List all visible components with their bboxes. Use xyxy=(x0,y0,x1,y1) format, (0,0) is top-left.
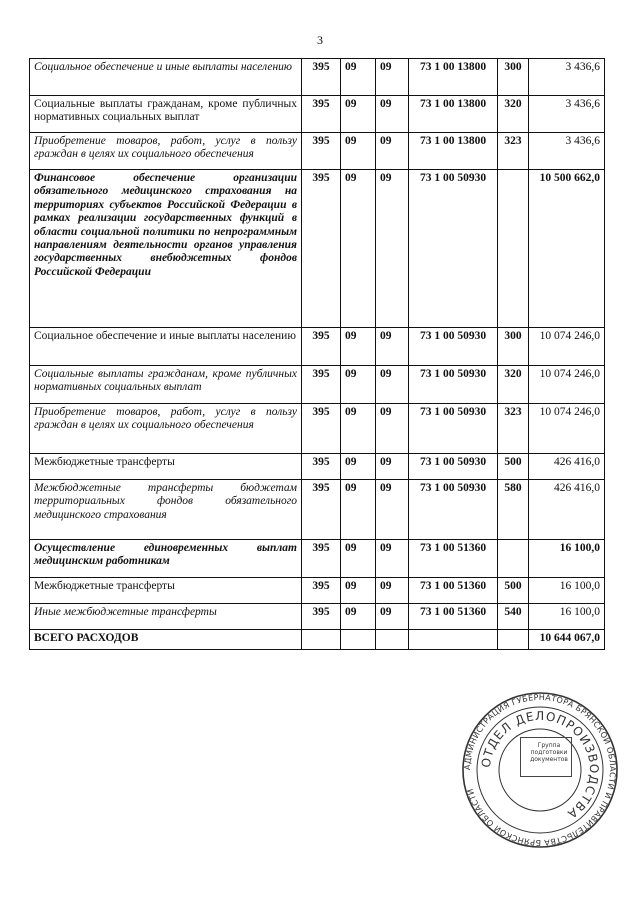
total-label: ВСЕГО РАСХОДОВ xyxy=(30,630,302,650)
amount: 10 074 246,0 xyxy=(529,404,605,454)
subsection-code: 09 xyxy=(376,454,409,480)
target-article-code: 73 1 00 50930 xyxy=(409,366,498,404)
subsection-code: 09 xyxy=(376,328,409,366)
section-code: 09 xyxy=(341,578,376,604)
empty-cell xyxy=(341,630,376,650)
section-code: 09 xyxy=(341,366,376,404)
expenditure-table xyxy=(29,58,605,650)
empty-cell xyxy=(302,630,341,650)
row-description: Приобретение товаров, работ, услуг в пользу граждан в целях их социального обеспечения xyxy=(30,404,302,454)
table-row xyxy=(30,578,605,604)
target-article-code: 73 1 00 51360 xyxy=(409,540,498,578)
stamp-line: подготовки xyxy=(530,749,568,756)
stamp-inner-text xyxy=(528,742,570,763)
row-description: Социальные выплаты гражданам, кроме публичных нормативных социальных выплат xyxy=(30,366,302,404)
amount: 16 100,0 xyxy=(529,540,605,578)
section-code: 09 xyxy=(341,328,376,366)
table-body xyxy=(30,59,605,650)
section-code: 09 xyxy=(341,133,376,170)
row-description: Финансовое обеспечение организации обязательного медицинского страхования на территориях субъектов Российской Федерации в рамках реализации государственных функций в области социальной политики по непрограммным направлениям деятельности органов управления государственных внебюджетных фондов Российской Федерации xyxy=(30,170,302,328)
section-code: 09 xyxy=(341,454,376,480)
admin-code: 395 xyxy=(302,328,341,366)
subsection-code: 09 xyxy=(376,96,409,133)
target-article-code: 73 1 00 50930 xyxy=(409,480,498,540)
expense-type-code: 323 xyxy=(498,133,529,170)
table-row xyxy=(30,454,605,480)
section-code: 09 xyxy=(341,480,376,540)
amount: 3 436,6 xyxy=(529,96,605,133)
admin-code: 395 xyxy=(302,133,341,170)
target-article-code: 73 1 00 50930 xyxy=(409,328,498,366)
target-article-code: 73 1 00 50930 xyxy=(409,170,498,328)
row-description: Социальное обеспечение и иные выплаты населению xyxy=(30,59,302,96)
empty-cell xyxy=(376,630,409,650)
subsection-code: 09 xyxy=(376,170,409,328)
subsection-code: 09 xyxy=(376,480,409,540)
row-description: Социальные выплаты гражданам, кроме публичных нормативных социальных выплат xyxy=(30,96,302,133)
section-code: 09 xyxy=(341,404,376,454)
section-code: 09 xyxy=(341,540,376,578)
subsection-code: 09 xyxy=(376,604,409,630)
expense-type-code: 500 xyxy=(498,578,529,604)
empty-cell xyxy=(498,630,529,650)
target-article-code: 73 1 00 50930 xyxy=(409,404,498,454)
admin-code: 395 xyxy=(302,604,341,630)
total-row xyxy=(30,630,605,650)
expense-type-code xyxy=(498,540,529,578)
amount: 426 416,0 xyxy=(529,454,605,480)
subsection-code: 09 xyxy=(376,133,409,170)
row-description: Межбюджетные трансферты xyxy=(30,578,302,604)
target-article-code: 73 1 00 13800 xyxy=(409,96,498,133)
admin-code: 395 xyxy=(302,480,341,540)
expense-type-code: 320 xyxy=(498,96,529,133)
amount: 10 074 246,0 xyxy=(529,366,605,404)
admin-code: 395 xyxy=(302,366,341,404)
table-row xyxy=(30,96,605,133)
row-description: Осуществление единовременных выплат медицинским работникам xyxy=(30,540,302,578)
expense-type-code: 540 xyxy=(498,604,529,630)
target-article-code: 73 1 00 13800 xyxy=(409,133,498,170)
admin-code: 395 xyxy=(302,578,341,604)
table-row xyxy=(30,604,605,630)
row-description: Социальное обеспечение и иные выплаты населению xyxy=(30,328,302,366)
expense-type-code xyxy=(498,170,529,328)
amount: 10 074 246,0 xyxy=(529,328,605,366)
admin-code: 395 xyxy=(302,404,341,454)
expense-type-code: 500 xyxy=(498,454,529,480)
subsection-code: 09 xyxy=(376,366,409,404)
table-row xyxy=(30,404,605,454)
section-code: 09 xyxy=(341,59,376,96)
svg-text:АДМИНИСТРАЦИЯ ГУБЕРНАТОРА БРЯН: АДМИНИСТРАЦИЯ ГУБЕРНАТОРА БРЯНСКОЙ ОБЛАСТИ И ПРАВИТЕЛЬСТВА БРЯНСКОЙ ОБЛАСТИ xyxy=(462,692,618,848)
table-row xyxy=(30,328,605,366)
office-stamp xyxy=(460,690,620,850)
target-article-code: 73 1 00 13800 xyxy=(409,59,498,96)
stamp-line: документов xyxy=(530,756,568,763)
total-amount: 10 644 067,0 xyxy=(529,630,605,650)
amount: 3 436,6 xyxy=(529,133,605,170)
amount: 426 416,0 xyxy=(529,480,605,540)
admin-code: 395 xyxy=(302,170,341,328)
table-row xyxy=(30,366,605,404)
row-description: Межбюджетные трансферты xyxy=(30,454,302,480)
section-code: 09 xyxy=(341,170,376,328)
target-article-code: 73 1 00 51360 xyxy=(409,578,498,604)
subsection-code: 09 xyxy=(376,404,409,454)
table-row xyxy=(30,59,605,96)
expense-type-code: 300 xyxy=(498,328,529,366)
subsection-code: 09 xyxy=(376,578,409,604)
row-description: Приобретение товаров, работ, услуг в пользу граждан в целях их социального обеспечения xyxy=(30,133,302,170)
expense-type-code: 300 xyxy=(498,59,529,96)
expense-type-code: 323 xyxy=(498,404,529,454)
empty-cell xyxy=(409,630,498,650)
expense-type-code: 580 xyxy=(498,480,529,540)
target-article-code: 73 1 00 51360 xyxy=(409,604,498,630)
stamp-line: Группа xyxy=(537,742,561,749)
amount: 3 436,6 xyxy=(529,59,605,96)
expense-type-code: 320 xyxy=(498,366,529,404)
admin-code: 395 xyxy=(302,540,341,578)
section-code: 09 xyxy=(341,96,376,133)
table-row xyxy=(30,480,605,540)
row-description: Иные межбюджетные трансферты xyxy=(30,604,302,630)
section-code: 09 xyxy=(341,604,376,630)
svg-text:ОТДЕЛ ДЕЛОПРОИЗВОДСТВА: ОТДЕЛ ДЕЛОПРОИЗВОДСТВА xyxy=(478,708,602,822)
admin-code: 395 xyxy=(302,454,341,480)
row-description: Межбюджетные трансферты бюджетам территориальных фондов обязательного медицинского страхования xyxy=(30,480,302,540)
admin-code: 395 xyxy=(302,96,341,133)
subsection-code: 09 xyxy=(376,540,409,578)
amount: 16 100,0 xyxy=(529,578,605,604)
subsection-code: 09 xyxy=(376,59,409,96)
table-row xyxy=(30,540,605,578)
table-row xyxy=(30,133,605,170)
target-article-code: 73 1 00 50930 xyxy=(409,454,498,480)
table-row xyxy=(30,170,605,328)
page-number: 3 xyxy=(317,33,323,47)
admin-code: 395 xyxy=(302,59,341,96)
amount: 16 100,0 xyxy=(529,604,605,630)
amount: 10 500 662,0 xyxy=(529,170,605,328)
